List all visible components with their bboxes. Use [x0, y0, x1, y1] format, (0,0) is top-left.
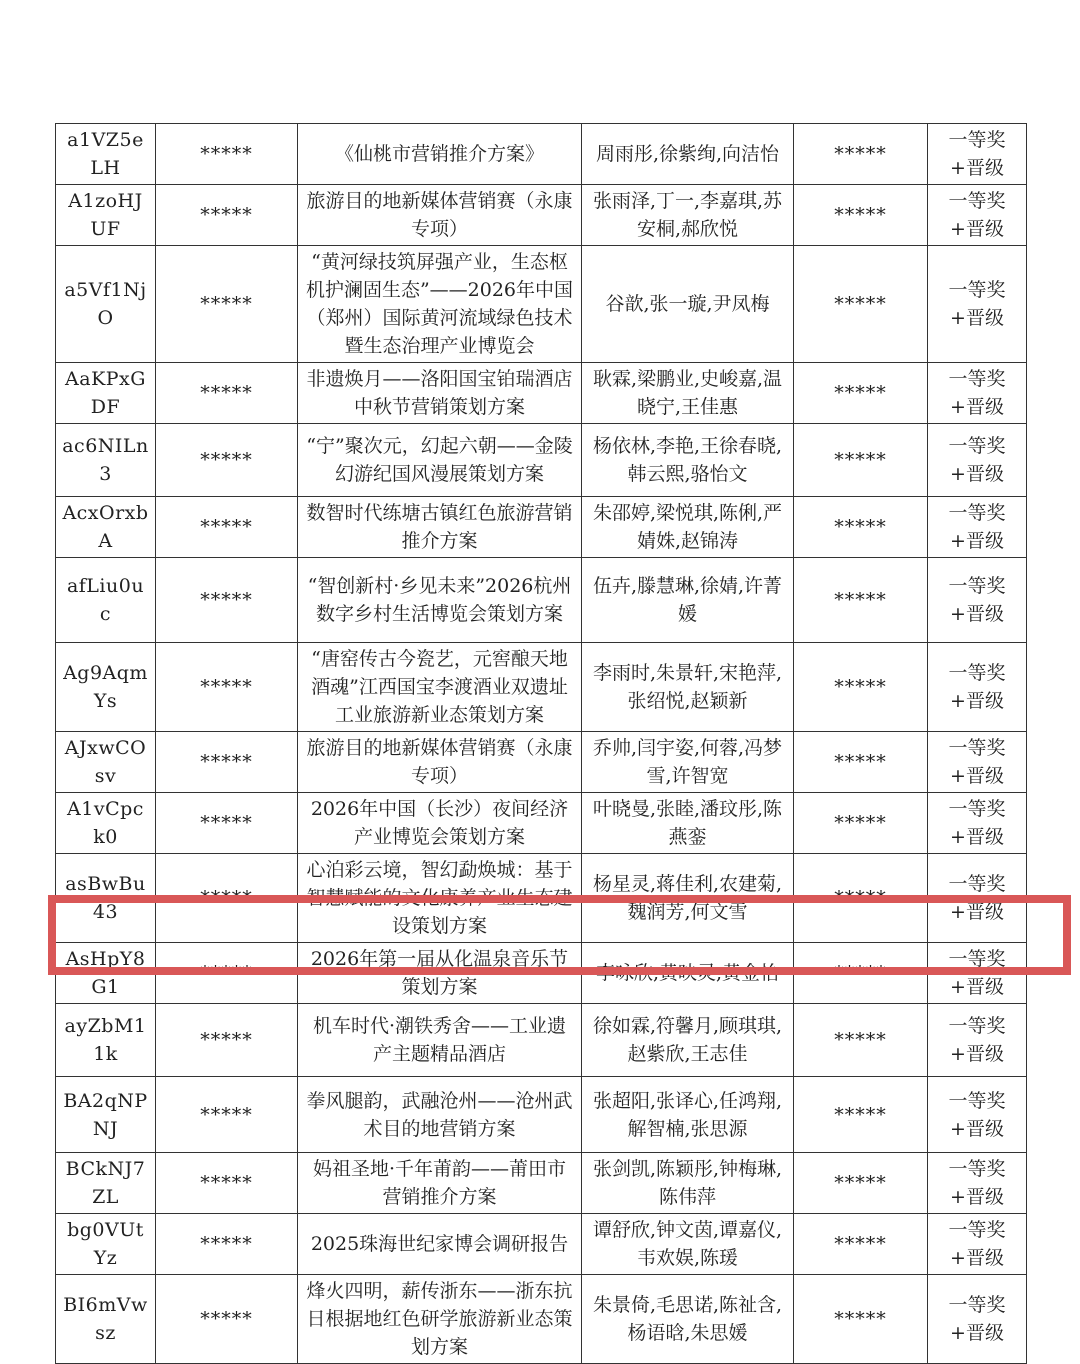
entry-id: Ag9AqmYs: [56, 643, 156, 732]
table-row: [56, 732, 1027, 793]
team-members: 叶晓曼,张睦,潘玟彤,陈燕銮: [582, 793, 794, 854]
table-row: [56, 497, 1027, 558]
masked-cell: *****: [156, 1275, 298, 1364]
table-row: [56, 643, 1027, 732]
masked-cell: *****: [156, 1153, 298, 1214]
masked-cell: *****: [794, 1153, 928, 1214]
entry-id: ayZbM11k: [56, 1004, 156, 1077]
project-title: 妈祖圣地·千年莆韵——莆田市营销推介方案: [298, 1153, 582, 1214]
team-members: 张超阳,张译心,任鸿翔,解智楠,张思源: [582, 1077, 794, 1153]
award-cell: 一等奖+晋级: [928, 363, 1027, 424]
award-cell: 一等奖+晋级: [928, 793, 1027, 854]
project-title: 旅游目的地新媒体营销赛（永康专项）: [298, 732, 582, 793]
masked-cell: *****: [156, 424, 298, 497]
masked-cell: *****: [794, 854, 928, 943]
entry-id: AaKPxGDF: [56, 363, 156, 424]
team-members: 杨星灵,蒋佳利,农建菊,魏润芳,何文雪: [582, 854, 794, 943]
project-title: 2026年第一届从化温泉音乐节策划方案: [298, 943, 582, 1004]
team-members: 伍卉,滕慧琳,徐婧,许菁媛: [582, 558, 794, 643]
table-row: [56, 854, 1027, 943]
project-title: 旅游目的地新媒体营销赛（永康专项）: [298, 185, 582, 246]
entry-id: AcxOrxbA: [56, 497, 156, 558]
project-title: 机车时代·潮铁秀舍——工业遗产主题精品酒店: [298, 1004, 582, 1077]
entry-id: BI6mVwsz: [56, 1275, 156, 1364]
masked-cell: *****: [156, 1004, 298, 1077]
award-cell: 一等奖+晋级: [928, 558, 1027, 643]
masked-cell: *****: [156, 246, 298, 363]
masked-cell: *****: [156, 497, 298, 558]
entry-id: a5Vf1NjO: [56, 246, 156, 363]
masked-cell: *****: [794, 497, 928, 558]
project-title: “唐窑传古今瓷艺，元窖酿天地酒魂”江西国宝李渡酒业双遗址工业旅游新业态策划方案: [298, 643, 582, 732]
masked-cell: *****: [156, 363, 298, 424]
award-cell: 一等奖+晋级: [928, 1153, 1027, 1214]
project-title: “智创新村·乡见未来”2026杭州数字乡村生活博览会策划方案: [298, 558, 582, 643]
award-cell: 一等奖+晋级: [928, 497, 1027, 558]
masked-cell: *****: [794, 363, 928, 424]
results-table-body: [56, 124, 1027, 1364]
entry-id: asBwBu43: [56, 854, 156, 943]
award-cell: 一等奖+晋级: [928, 643, 1027, 732]
entry-id: AJxwCOsv: [56, 732, 156, 793]
entry-id: A1vCpck0: [56, 793, 156, 854]
masked-cell: *****: [794, 1275, 928, 1364]
masked-cell: *****: [794, 1077, 928, 1153]
project-title: 2026年中国（长沙）夜间经济产业博览会策划方案: [298, 793, 582, 854]
masked-cell: *****: [794, 943, 928, 1004]
entry-id: BA2qNPNJ: [56, 1077, 156, 1153]
award-cell: 一等奖+晋级: [928, 246, 1027, 363]
team-members: 徐如霖,符馨月,顾琪琪,赵紫欣,王志佳: [582, 1004, 794, 1077]
masked-cell: *****: [794, 643, 928, 732]
project-title: 《仙桃市营销推介方案》: [298, 124, 582, 185]
table-row: [56, 1153, 1027, 1214]
team-members: 朱邵婷,梁悦琪,陈俐,严婧姝,赵锦涛: [582, 497, 794, 558]
award-cell: 一等奖+晋级: [928, 854, 1027, 943]
masked-cell: *****: [156, 1077, 298, 1153]
table-row: [56, 1275, 1027, 1364]
masked-cell: *****: [794, 558, 928, 643]
masked-cell: *****: [794, 1004, 928, 1077]
table-row: [56, 185, 1027, 246]
team-members: 耿霖,梁鹏业,史峻嘉,温晓宁,王佳惠: [582, 363, 794, 424]
masked-cell: *****: [156, 185, 298, 246]
team-members: 谷歆,张一璇,尹凤梅: [582, 246, 794, 363]
table-row: [56, 246, 1027, 363]
award-cell: 一等奖+晋级: [928, 1004, 1027, 1077]
masked-cell: *****: [794, 124, 928, 185]
results-table: [55, 123, 1027, 1364]
table-row: [56, 558, 1027, 643]
team-members: 张雨泽,丁一,李嘉琪,苏安桐,郝欣悦: [582, 185, 794, 246]
award-cell: 一等奖+晋级: [928, 732, 1027, 793]
masked-cell: *****: [156, 854, 298, 943]
team-members: 张剑凯,陈颖彤,钟梅琳,陈伟萍: [582, 1153, 794, 1214]
table-row: [56, 124, 1027, 185]
project-title: 拳风腿韵，武融沧州——沧州武术目的地营销方案: [298, 1077, 582, 1153]
masked-cell: *****: [794, 732, 928, 793]
entry-id: A1zoHJUF: [56, 185, 156, 246]
team-members: 朱景倚,毛思诺,陈祉含,杨语晗,朱思媛: [582, 1275, 794, 1364]
entry-id: AsHpY8G1: [56, 943, 156, 1004]
masked-cell: *****: [156, 643, 298, 732]
entry-id: bg0VUtYz: [56, 1214, 156, 1275]
masked-cell: *****: [794, 185, 928, 246]
project-title: “黄河绿技筑屏强产业，生态枢机护澜固生态”——2026年中国（郑州）国际黄河流域绿色技术暨生态治理产业博览会: [298, 246, 582, 363]
project-title: 烽火四明，薪传浙东——浙东抗日根据地红色研学旅游新业态策划方案: [298, 1275, 582, 1364]
team-members: 杨依林,李艳,王徐春晓,韩云熙,骆怡文: [582, 424, 794, 497]
masked-cell: *****: [156, 943, 298, 1004]
masked-cell: *****: [794, 424, 928, 497]
project-title: 心泊彩云境，智幻勐焕城：基于智慧赋能的文化康养产业生态建设策划方案: [298, 854, 582, 943]
project-title: 非遗焕月——洛阳国宝铂瑞酒店中秋节营销策划方案: [298, 363, 582, 424]
project-title: “宁”聚次元，幻起六朝——金陵幻游纪国风漫展策划方案: [298, 424, 582, 497]
masked-cell: *****: [156, 1214, 298, 1275]
table-row: [56, 1004, 1027, 1077]
award-cell: 一等奖+晋级: [928, 1214, 1027, 1275]
masked-cell: *****: [156, 124, 298, 185]
award-cell: 一等奖+晋级: [928, 124, 1027, 185]
award-cell: 一等奖+晋级: [928, 943, 1027, 1004]
table-row: [56, 1214, 1027, 1275]
award-cell: 一等奖+晋级: [928, 424, 1027, 497]
project-title: 2025珠海世纪家博会调研报告: [298, 1214, 582, 1275]
project-title: 数智时代练塘古镇红色旅游营销推介方案: [298, 497, 582, 558]
team-members: 谭舒欣,钟文茵,谭嘉仪,韦欢娱,陈瑗: [582, 1214, 794, 1275]
team-members: 乔帅,闫宇姿,何蓉,冯梦雪,许智宽: [582, 732, 794, 793]
entry-id: BCkNJ7ZL: [56, 1153, 156, 1214]
team-members: 李雨时,朱景轩,宋艳萍,张绍悦,赵颖新: [582, 643, 794, 732]
award-cell: 一等奖+晋级: [928, 185, 1027, 246]
award-cell: 一等奖+晋级: [928, 1275, 1027, 1364]
table-row-highlighted: [56, 943, 1027, 1004]
masked-cell: *****: [156, 558, 298, 643]
award-cell: 一等奖+晋级: [928, 1077, 1027, 1153]
entry-id: afLiu0uc: [56, 558, 156, 643]
masked-cell: *****: [156, 732, 298, 793]
masked-cell: *****: [794, 246, 928, 363]
masked-cell: *****: [156, 793, 298, 854]
team-members: 周雨彤,徐紫绚,向洁怡: [582, 124, 794, 185]
masked-cell: *****: [794, 1214, 928, 1275]
table-row: [56, 363, 1027, 424]
table-row: [56, 424, 1027, 497]
team-members: 李咏欣,黄映灵,黄金怡: [582, 943, 794, 1004]
table-row: [56, 1077, 1027, 1153]
table-row: [56, 793, 1027, 854]
masked-cell: *****: [794, 793, 928, 854]
entry-id: ac6NILn3: [56, 424, 156, 497]
entry-id: a1VZ5eLH: [56, 124, 156, 185]
